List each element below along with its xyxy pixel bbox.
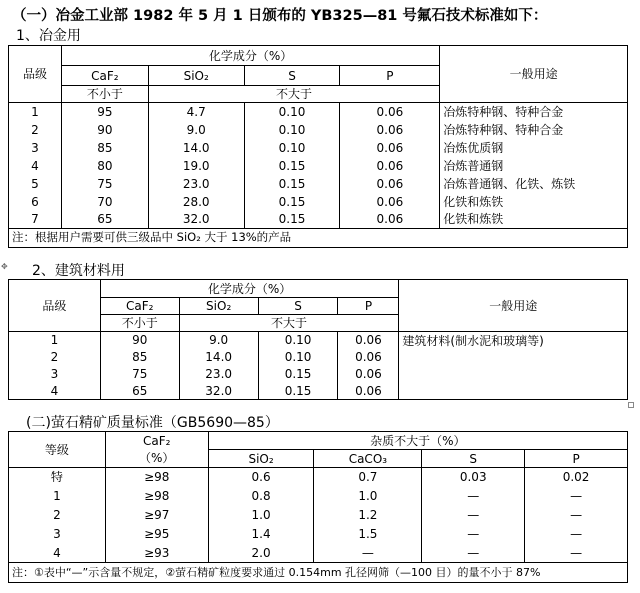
max-label: 不大于 xyxy=(179,315,399,332)
table-row: 7 65 32.0 0.15 0.06 化铁和炼铁 xyxy=(9,211,628,229)
grade-header: 等级 xyxy=(9,432,106,468)
caco3-header: CaCO₃ xyxy=(314,450,422,468)
table-row: 特 ≥98 0.6 0.7 0.03 0.02 xyxy=(9,468,628,487)
table-row: 3 ≥95 1.4 1.5 — — xyxy=(9,525,628,544)
chem-composition-header: 化学成分（%） xyxy=(100,280,399,298)
impurity-header: 杂质不大于（%） xyxy=(208,432,627,450)
table-row: 1 90 9.0 0.10 0.06 建筑材料(制水泥和玻璃等) xyxy=(9,332,628,349)
s-header: S xyxy=(422,450,525,468)
table-row: 4 80 19.0 0.15 0.06 冶炼普通钢 xyxy=(9,157,628,175)
table-row: 2 ≥97 1.0 1.2 — — xyxy=(9,506,628,525)
sio2-header: SiO₂ xyxy=(179,298,258,315)
chem-composition-header: 化学成分（%） xyxy=(61,46,439,66)
section-heading-building: 2、建筑材料用 xyxy=(32,263,125,279)
table-row: 3 85 14.0 0.10 0.06 冶炼优质钢 xyxy=(9,139,628,157)
table-row: 4 65 32.0 0.15 0.06 xyxy=(9,383,628,400)
document-title: （一）冶金工业部 1982 年 5 月 1 日颁布的 YB325—81 号氟石技术标准如下： xyxy=(12,8,548,24)
caf2-header: CaF₂ xyxy=(100,298,179,315)
concentrate-note: 注：①表中“—”示含量不规定，②萤石精矿粒度要求通过 0.154mm 孔径网筛（—100 目）的量不小于 87% xyxy=(9,563,628,583)
sio2-header: SiO₂ xyxy=(148,66,244,86)
grade-header: 品级 xyxy=(9,46,62,103)
metallurgy-table xyxy=(8,45,628,248)
p-header: P xyxy=(338,298,399,315)
section-heading-concentrate: (二)萤石精矿质量标准（GB5690—85） xyxy=(26,415,279,431)
caf2-header: CaF₂ xyxy=(61,66,148,86)
min-label: 不小于 xyxy=(100,315,179,332)
table-row: 1 95 4.7 0.10 0.06 冶炼特种钢、特种合金 xyxy=(9,103,628,121)
max-label: 不大于 xyxy=(148,86,440,103)
general-use-header: 一般用途 xyxy=(440,46,628,103)
metallurgy-note: 注：根据用户需要可供三级品中 SiO₂ 大于 13%的产品 xyxy=(9,229,628,248)
table-row: 3 75 23.0 0.15 0.06 xyxy=(9,366,628,383)
table-resize-handle-icon[interactable] xyxy=(628,402,634,408)
s-header: S xyxy=(244,66,340,86)
table-row: 2 85 14.0 0.10 0.06 xyxy=(9,349,628,366)
table-row: 4 ≥93 2.0 — — — xyxy=(9,544,628,563)
grade-header: 品级 xyxy=(9,280,101,332)
s-header: S xyxy=(258,298,338,315)
sio2-header: SiO₂ xyxy=(208,450,314,468)
min-label: 不小于 xyxy=(61,86,148,103)
table-row: 1 ≥98 0.8 1.0 — — xyxy=(9,487,628,506)
building-use-cell: 建筑材料(制水泥和玻璃等) xyxy=(399,332,628,400)
concentrate-quality-table xyxy=(8,431,628,583)
p-header: P xyxy=(340,66,440,86)
table-row: 6 70 28.0 0.15 0.06 化铁和炼铁 xyxy=(9,193,628,211)
section-heading-metallurgy: 1、冶金用 xyxy=(16,28,81,44)
building-materials-table xyxy=(8,279,628,400)
p-header: P xyxy=(525,450,628,468)
general-use-header: 一般用途 xyxy=(399,280,628,332)
caf2-header: CaF₂ （%） xyxy=(105,432,208,468)
table-row: 5 75 23.0 0.15 0.06 冶炼普通钢、化铁、炼铁 xyxy=(9,175,628,193)
table-move-handle-icon[interactable]: ✥ xyxy=(1,262,8,271)
table-row: 2 90 9.0 0.10 0.06 冶炼特种钢、特种合金 xyxy=(9,121,628,139)
